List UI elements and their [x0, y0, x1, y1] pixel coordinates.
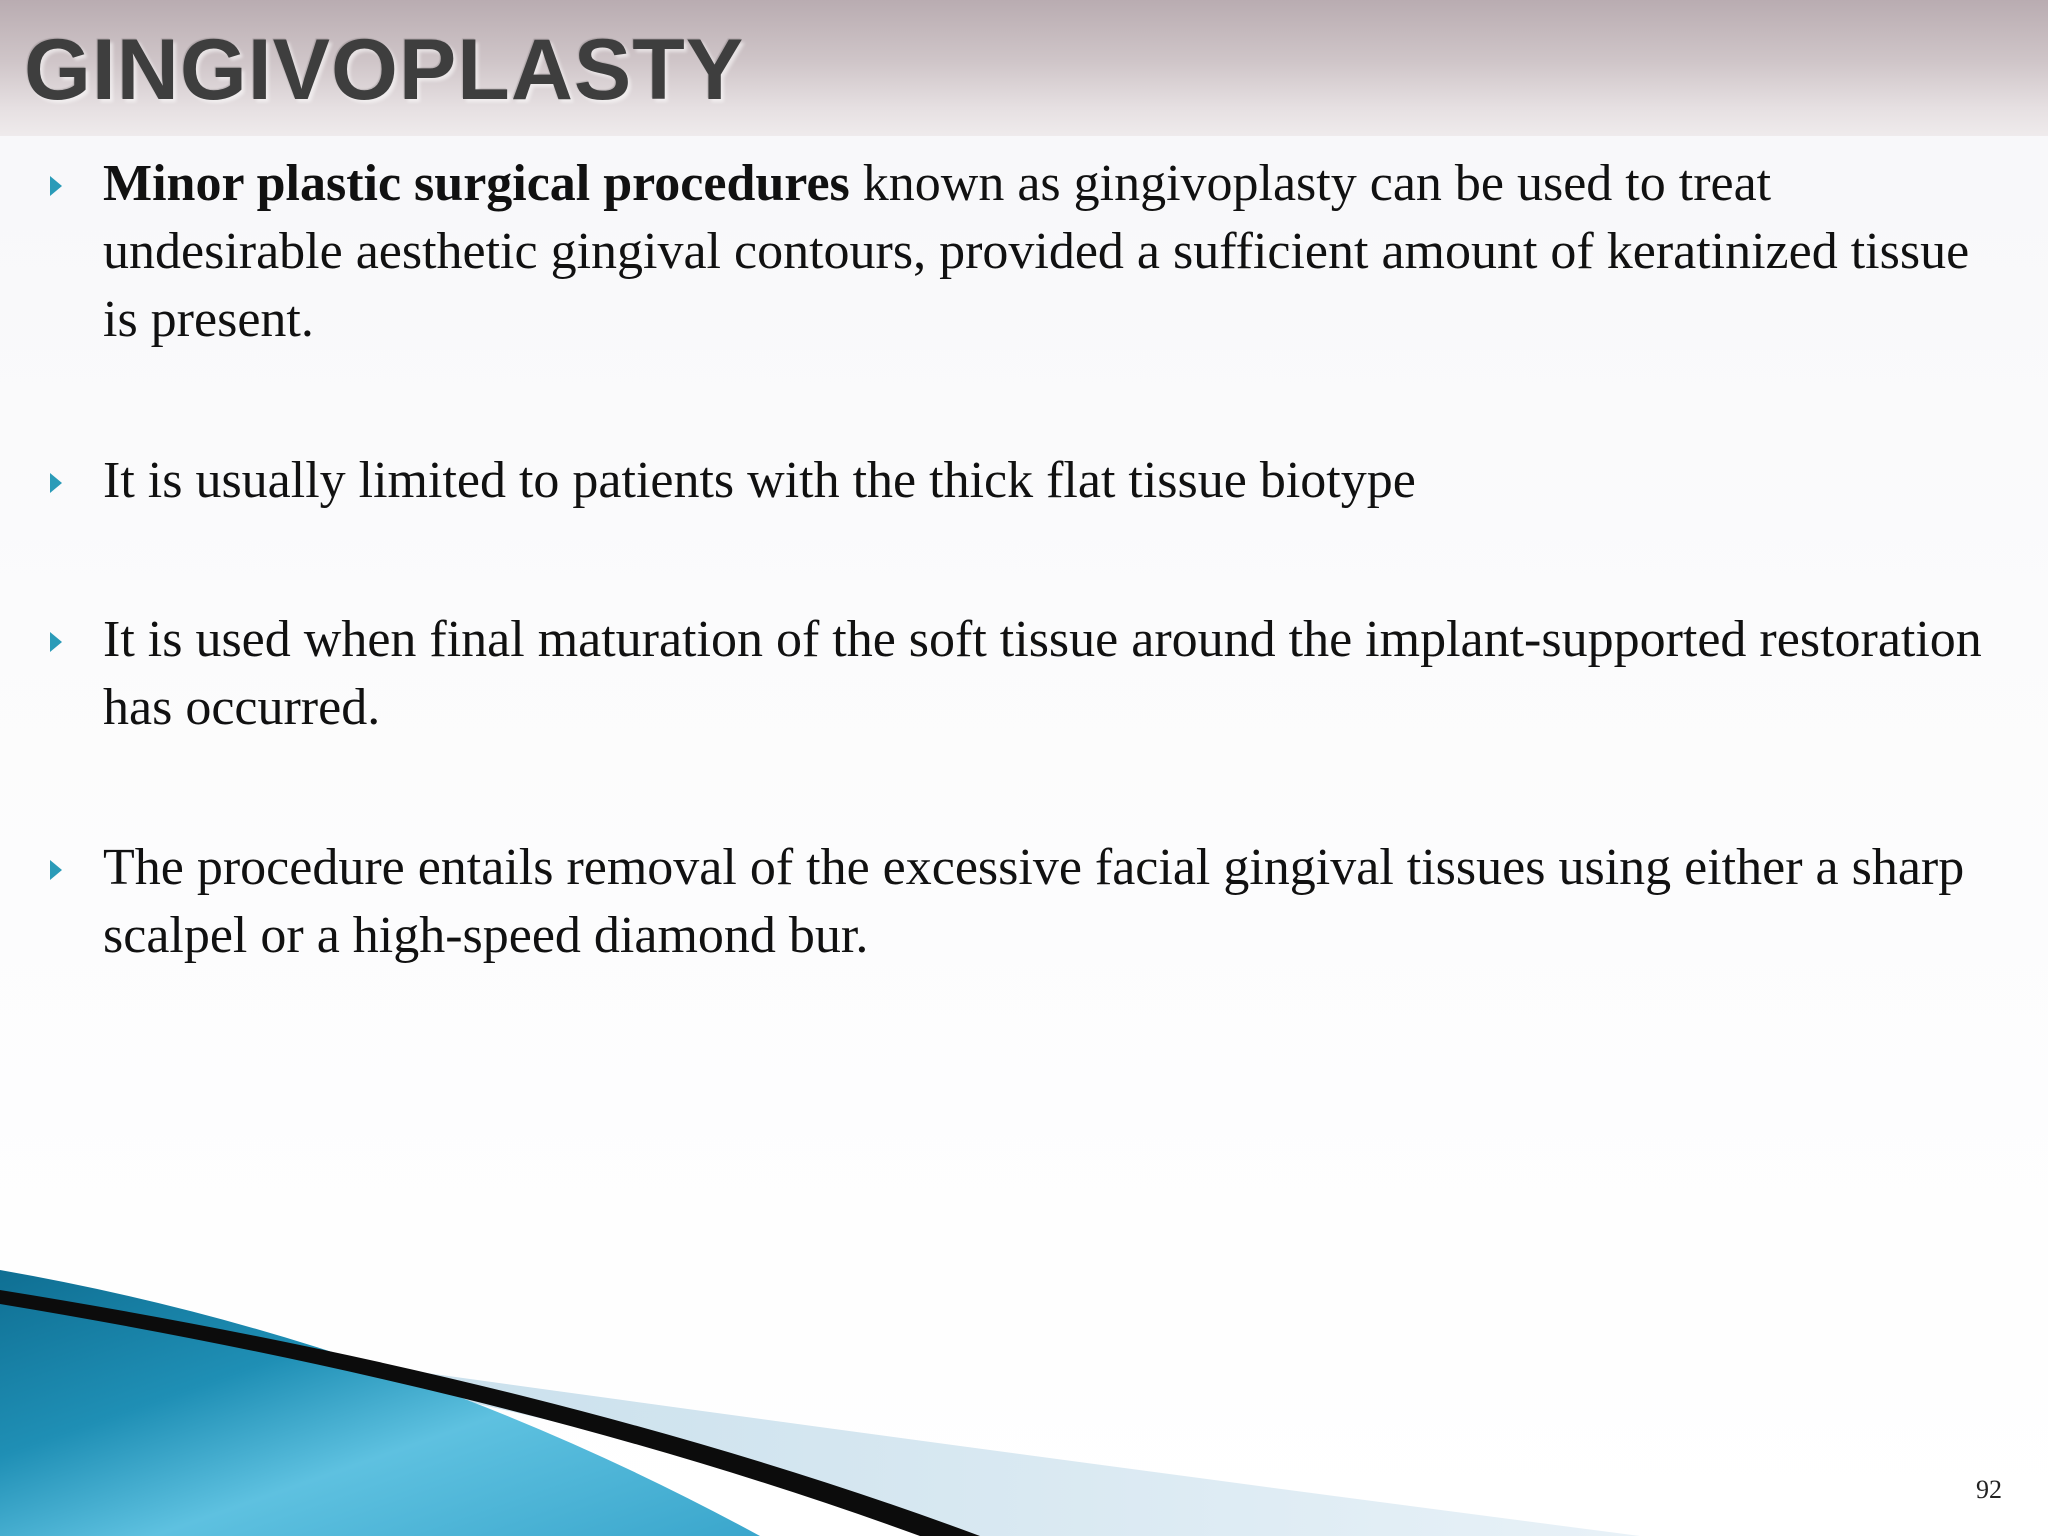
slide-title: GINGIVOPLASTY: [24, 22, 745, 118]
page-number: 92: [1976, 1475, 2002, 1504]
bullet-body-text: The procedure entails removal of the excessive facial gingival tissues using either a sharp scalpel or a high-speed diamond bur.: [103, 839, 1965, 964]
bullet-bold-text: Minor plastic surgical procedures: [103, 155, 850, 212]
bullet-text: [103, 606, 2013, 742]
decorative-wave: [0, 1270, 2048, 1536]
triangle-right-icon: [50, 473, 62, 493]
bullet-body-text: It is usually limited to patients with the thick flat tissue biotype: [103, 452, 1416, 509]
triangle-right-icon: [50, 176, 62, 196]
bullet-body-text: known as gingivoplasty can be used to treat undesirable aesthetic gingival contours, provided a sufficient amount of keratinized tissue is present.: [103, 155, 1970, 348]
bullet-body-text: It is used when final maturation of the soft tissue around the implant-supported restoration has occurred.: [103, 611, 1982, 736]
bullet-text: [103, 447, 2013, 515]
triangle-right-icon: [50, 860, 62, 880]
bullet-text: [103, 834, 2013, 970]
triangle-right-icon: [50, 632, 62, 652]
bullet-text: [103, 150, 2013, 354]
